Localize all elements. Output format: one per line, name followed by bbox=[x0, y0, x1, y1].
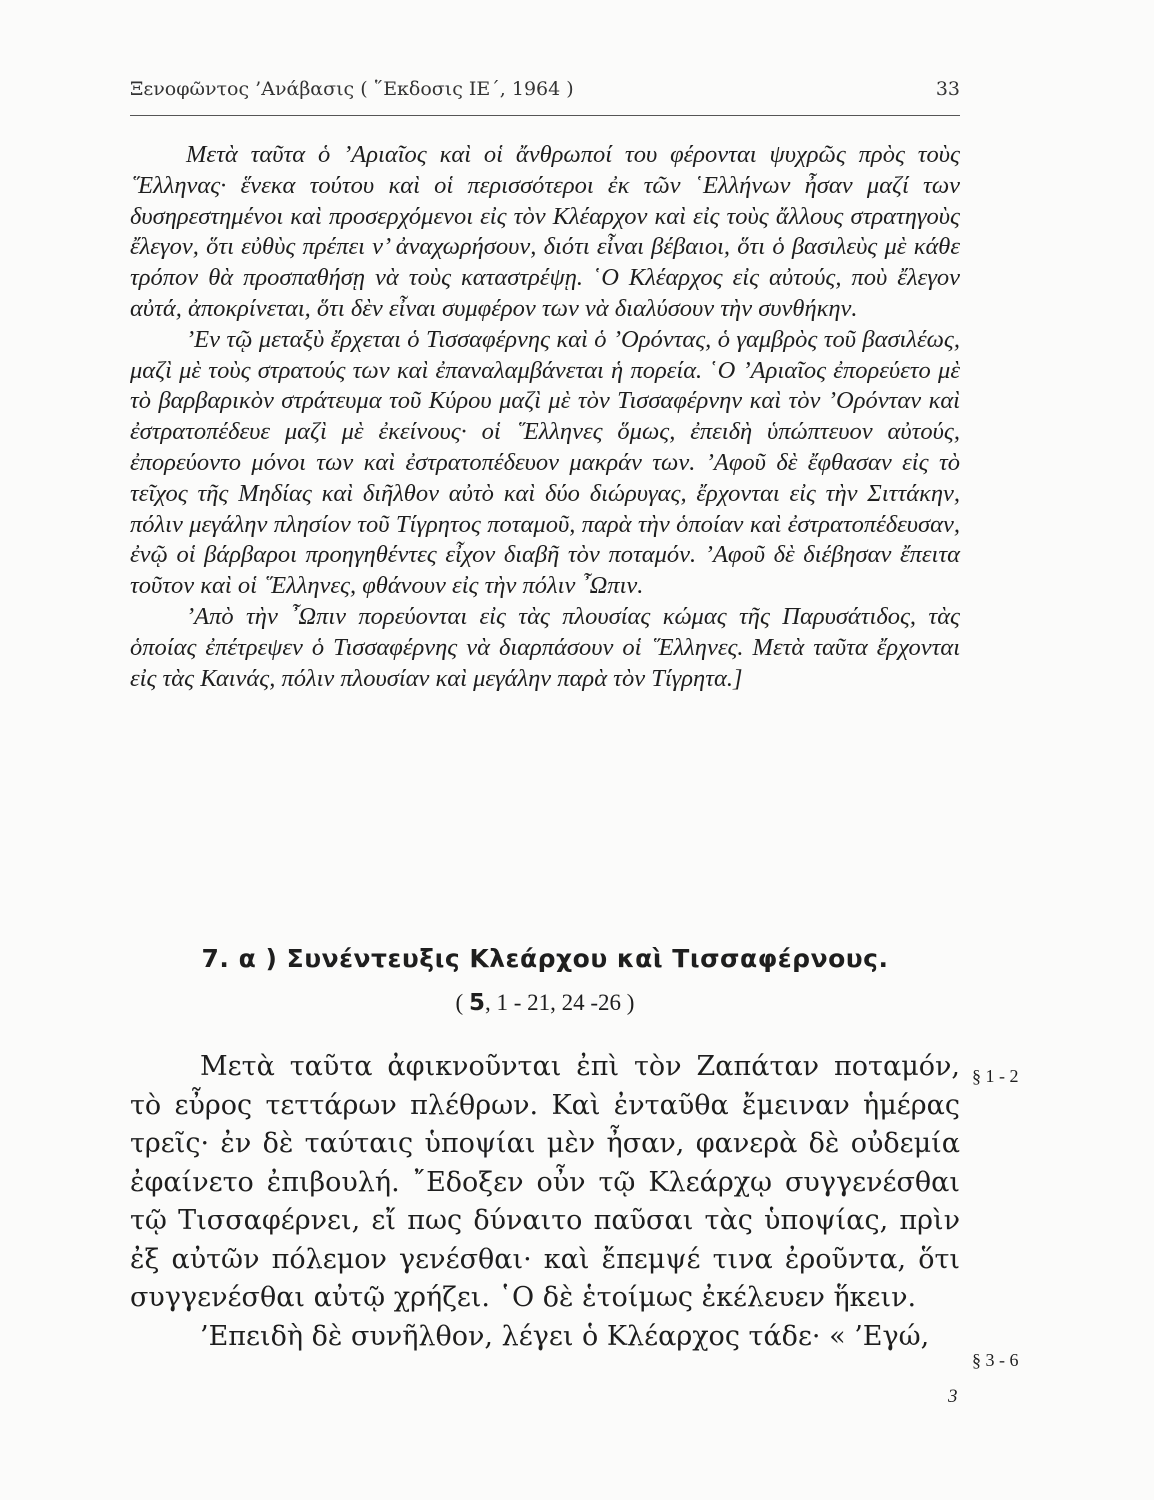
translation-paragraph: Μετὰ ταῦτα ὁ ’Αριαῖος καὶ οἱ ἄνθρωποί του φέρονται ψυχρῶς πρὸς τοὺς ῞Ελληνας· ἕνεκα τούτου καὶ οἱ περισσότεροι ἐκ τῶν ῾Ελλήνων ἦσαν μαζί των δυσηρεστημένοι καὶ προσερχόμενοι εἰς τὸν Κλέαρχον καὶ εἰς τοὺς ἄλλους στρατηγοὺς ἔλεγον, ὅτι εὐθὺς πρέπει ν’ ἀναχωρήσουν, διότι εἶναι βέβαιοι, ὅτι ὁ βασιλεὺς μὲ κάθε τρόπον θὰ προσπαθήσῃ νὰ τοὺς καταστρέψῃ. ῾Ο Κλέαρχος εἰς αὐτούς, ποὺ ἔλεγον αὐτά, ἀποκρίνεται, ὅτι δὲν εἶναι συμφέρον των νὰ διαλύσουν τὴν συνθήκην. bbox=[130, 141, 960, 322]
translation-paragraph: ’Εν τῷ μεταξὺ ἔρχεται ὁ Τισσαφέρνης καὶ ὁ ’Ορόντας, ὁ γαμβρὸς τοῦ βασιλέως, μαζὶ μὲ τοὺς στρατούς των καὶ ἐπαναλαμβάνεται ἡ πορεία. ῾Ο ’Αριαῖος ἐπορεύετο μὲ τὸ βαρβαρικὸν στράτευμα τοῦ Κύρου μαζὶ μὲ τὸν Τισσαφέρνην καὶ τὸν ’Ορόνταν καὶ ἐστρατοπέδευε μαζὶ μὲ ἐκείνους· οἱ ῞Ελληνες ὅμως, ἐπειδὴ ὑπώπτευον αὐτούς, ἐπορεύοντο μόνοι των καὶ ἐστρατοπέδευον μακράν των. ’Αφοῦ δὲ ἔφθασαν εἰς τὸ τεῖχος τῆς Μηδίας καὶ διῆλθον αὐτὸ καὶ δύο διώρυγας, ἔρχονται εἰς τὴν Σιττάκην, πόλιν μεγάλην πλησίον τοῦ Τίγρητος ποταμοῦ, παρὰ τὴν ὁποίαν καὶ ἐστρατοπέδευσαν, ἐνῷ οἱ βάρβαροι προηγηθέντες εἶχον διαβῆ τὸν ποταμόν. ’Αφοῦ δὲ διέβησαν ἔπειτα τοῦτον καὶ οἱ ῞Ελληνες, φθάνουν εἰς τὴν πόλιν ῏Ωπιν. bbox=[130, 325, 960, 600]
signature-mark: 3 bbox=[948, 1386, 958, 1407]
running-title: Ξενοφῶντος ’Ανάβασις ( ῞Εκδοσις ΙΕ΄, 1964 ) bbox=[130, 78, 574, 100]
section-reference bbox=[130, 990, 960, 1016]
section-title: 7. α ) Συνέντευξις Κλεάρχου καὶ Τισσαφέρνους. bbox=[201, 944, 889, 973]
page-number: 33 bbox=[935, 78, 960, 100]
ref-open: ( bbox=[455, 990, 469, 1015]
margin-ref-1-2: § 1 - 2 bbox=[972, 1066, 1019, 1086]
ref-book: 5 bbox=[468, 990, 485, 1016]
running-header bbox=[130, 78, 960, 106]
translation-text bbox=[130, 140, 960, 694]
margin-ref-3-6: § 3 - 6 bbox=[972, 1350, 1019, 1370]
translation-paragraph: ’Απὸ τὴν ῏Ωπιν πορεύονται εἰς τὰς πλουσίας κώμας τῆς Παρυσάτιδος, τὰς ὁποίας ἐπέτρεψεν ὁ Τισσαφέρνης νὰ διαρπάσουν οἱ ῞Ελληνες. Μετὰ ταῦτα ἔρχονται εἰς τὰς Καινάς, πόλιν πλουσίαν καὶ μεγάλην παρὰ τὸν Τίγρητα.] bbox=[130, 602, 960, 692]
greek-paragraph: ’Επειδὴ δὲ συνῆλθον, λέγει ὁ Κλέαρχος τάδε· « ’Εγώ, bbox=[200, 1320, 930, 1352]
ancient-greek-text bbox=[130, 1048, 960, 1356]
greek-paragraph: Μετὰ ταῦτα ἀφικνοῦνται ἐπὶ τὸν Ζαπάταν ποταμόν, τὸ εὖρος τεττάρων πλέθρων. Καὶ ἐνταῦθα ἔμειναν ἡμέρας τρεῖς· ἐν δὲ ταύταις ὑποψίαι μὲν ἦσαν, φανερὰ δὲ οὐδεμία ἐφαίνετο ἐπιβουλή. ῎Εδοξεν οὖν τῷ Κλεάρχῳ συγγενέσθαι τῷ Τισσαφέρνει, εἴ πως δύναιτο παῦσαι τὰς ὑποψίας, πρὶν ἐξ αὐτῶν πόλεμον γενέσθαι· καὶ ἔπεμψέ τινα ἐροῦντα, ὅτι συγγενέσθαι αὐτῷ χρήζει. ῾Ο δὲ ἑτοίμως ἐκέλευεν ἥκειν. bbox=[130, 1051, 960, 1313]
header-rule bbox=[130, 115, 960, 116]
ref-rest: , 1 - 21, 24 -26 ) bbox=[484, 990, 635, 1015]
